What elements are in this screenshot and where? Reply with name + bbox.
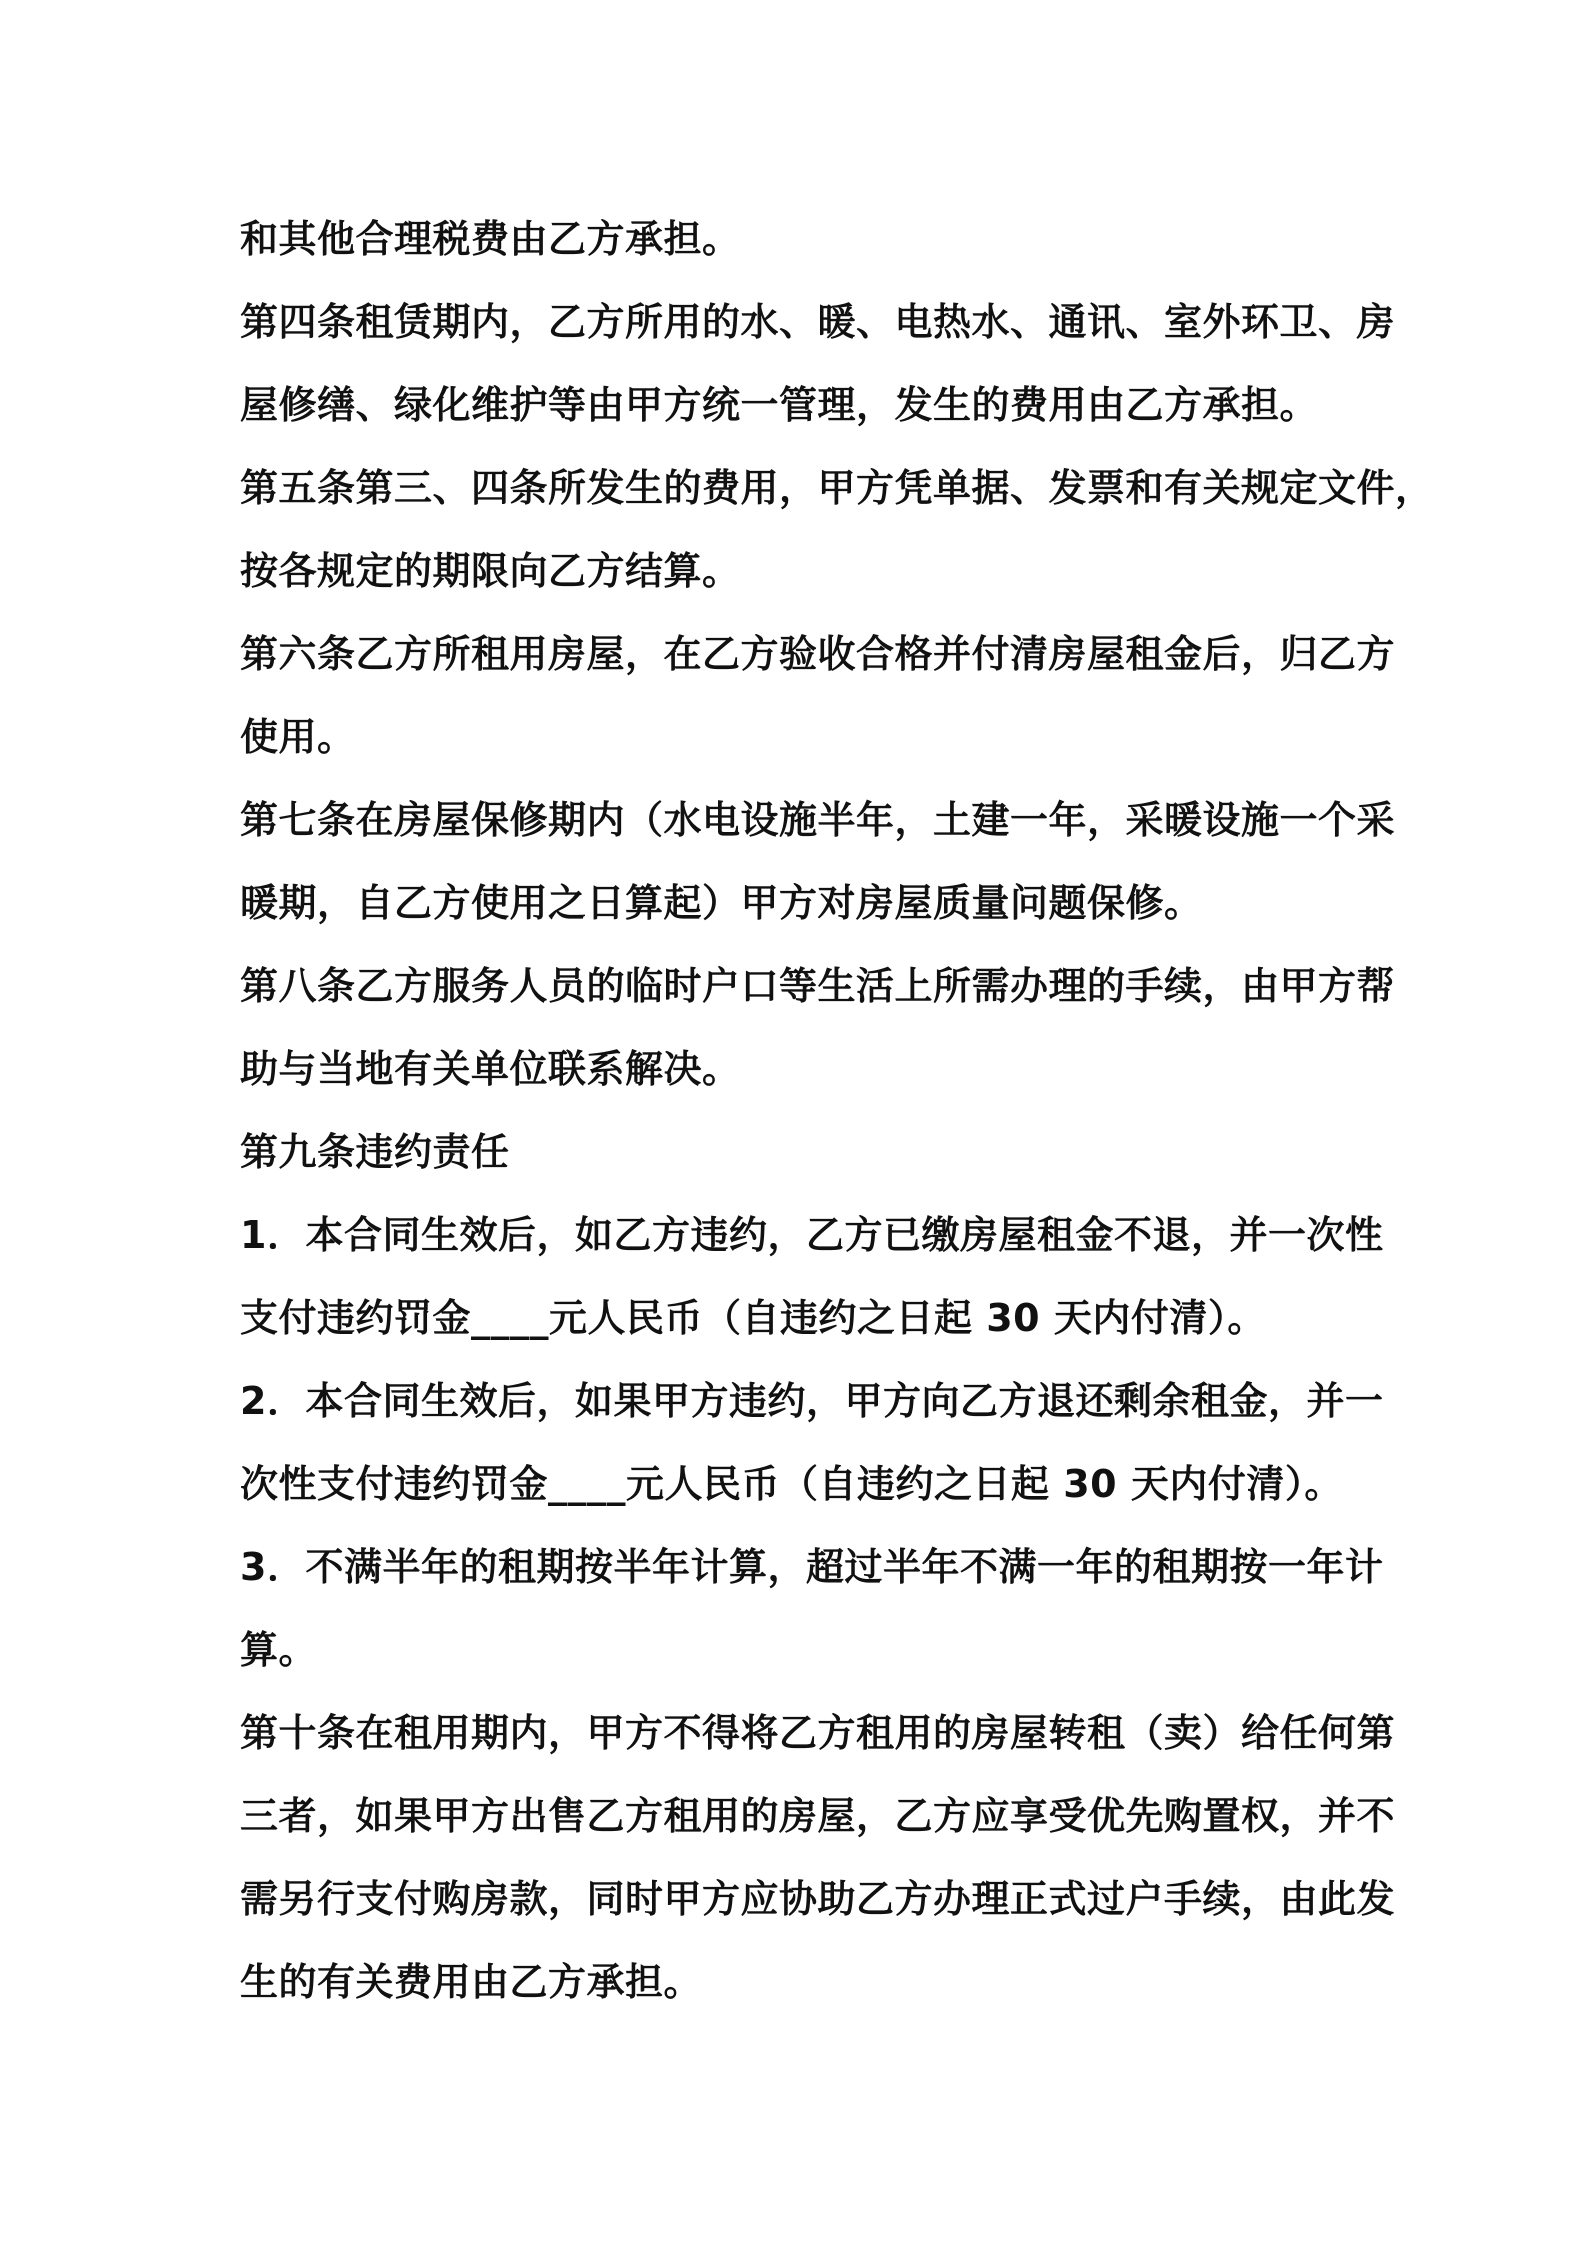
text-line: 第十条在租用期内，甲方不得将乙方租用的房屋转租（卖）给任何第 bbox=[240, 1711, 1396, 1755]
paragraph-article-10 bbox=[240, 1692, 1396, 2024]
text-line: 支付违约罚金____元人民币（自违约之日起 30 天内付清）。 bbox=[240, 1296, 1266, 1340]
text-line: 生的有关费用由乙方承担。 bbox=[240, 1960, 703, 2004]
paragraph-article-8 bbox=[240, 945, 1396, 1111]
paragraph-clause-9-1 bbox=[240, 1194, 1384, 1360]
text-line: 按各规定的期限向乙方结算。 bbox=[240, 549, 741, 593]
text-line: 算。 bbox=[240, 1628, 318, 1672]
text-line: 和其他合理税费由乙方承担。 bbox=[240, 217, 741, 261]
text-line: 2．本合同生效后，如果甲方违约，甲方向乙方退还剩余租金，并一 bbox=[240, 1379, 1384, 1423]
text-line: 第五条第三、四条所发生的费用，甲方凭单据、发票和有关规定文件， bbox=[240, 466, 1434, 510]
text-line: 屋修缮、绿化维护等由甲方统一管理，发生的费用由乙方承担。 bbox=[240, 383, 1319, 427]
text-line: 需另行支付购房款，同时甲方应协助乙方办理正式过户手续，由此发 bbox=[240, 1877, 1396, 1921]
text-line: 第七条在房屋保修期内（水电设施半年，土建一年，采暖设施一个采 bbox=[240, 798, 1396, 842]
paragraph-clause-9-3 bbox=[240, 1526, 1384, 1692]
paragraph-article-4 bbox=[240, 281, 1396, 447]
text-line: 3．不满半年的租期按半年计算，超过半年不满一年的租期按一年计 bbox=[240, 1545, 1384, 1589]
paragraph-article-7 bbox=[240, 779, 1396, 945]
text-line: 第九条违约责任 bbox=[240, 1130, 510, 1174]
text-line: 暖期，自乙方使用之日算起）甲方对房屋质量问题保修。 bbox=[240, 881, 1203, 925]
paragraph-article-6 bbox=[240, 613, 1396, 779]
paragraph-article-5 bbox=[240, 447, 1434, 613]
text-line: 1．本合同生效后，如乙方违约，乙方已缴房屋租金不退，并一次性 bbox=[240, 1213, 1384, 1257]
text-line: 第六条乙方所租用房屋，在乙方验收合格并付清房屋租金后，归乙方 bbox=[240, 632, 1396, 676]
text-line: 助与当地有关单位联系解决。 bbox=[240, 1047, 741, 1091]
text-line: 三者，如果甲方出售乙方租用的房屋，乙方应享受优先购置权，并不 bbox=[240, 1794, 1396, 1838]
paragraph-article-9-heading bbox=[240, 1111, 1360, 1194]
text-line: 第四条租赁期内，乙方所用的水、暖、电热水、通讯、室外环卫、房 bbox=[240, 300, 1396, 344]
text-line: 次性支付违约罚金____元人民币（自违约之日起 30 天内付清）。 bbox=[240, 1462, 1343, 1506]
text-line: 第八条乙方服务人员的临时户口等生活上所需办理的手续，由甲方帮 bbox=[240, 964, 1396, 1008]
document-body bbox=[240, 198, 1434, 2024]
paragraph-clause-9-2 bbox=[240, 1360, 1384, 1526]
paragraph-tax-continuation bbox=[240, 198, 1360, 281]
text-line: 使用。 bbox=[240, 715, 356, 759]
